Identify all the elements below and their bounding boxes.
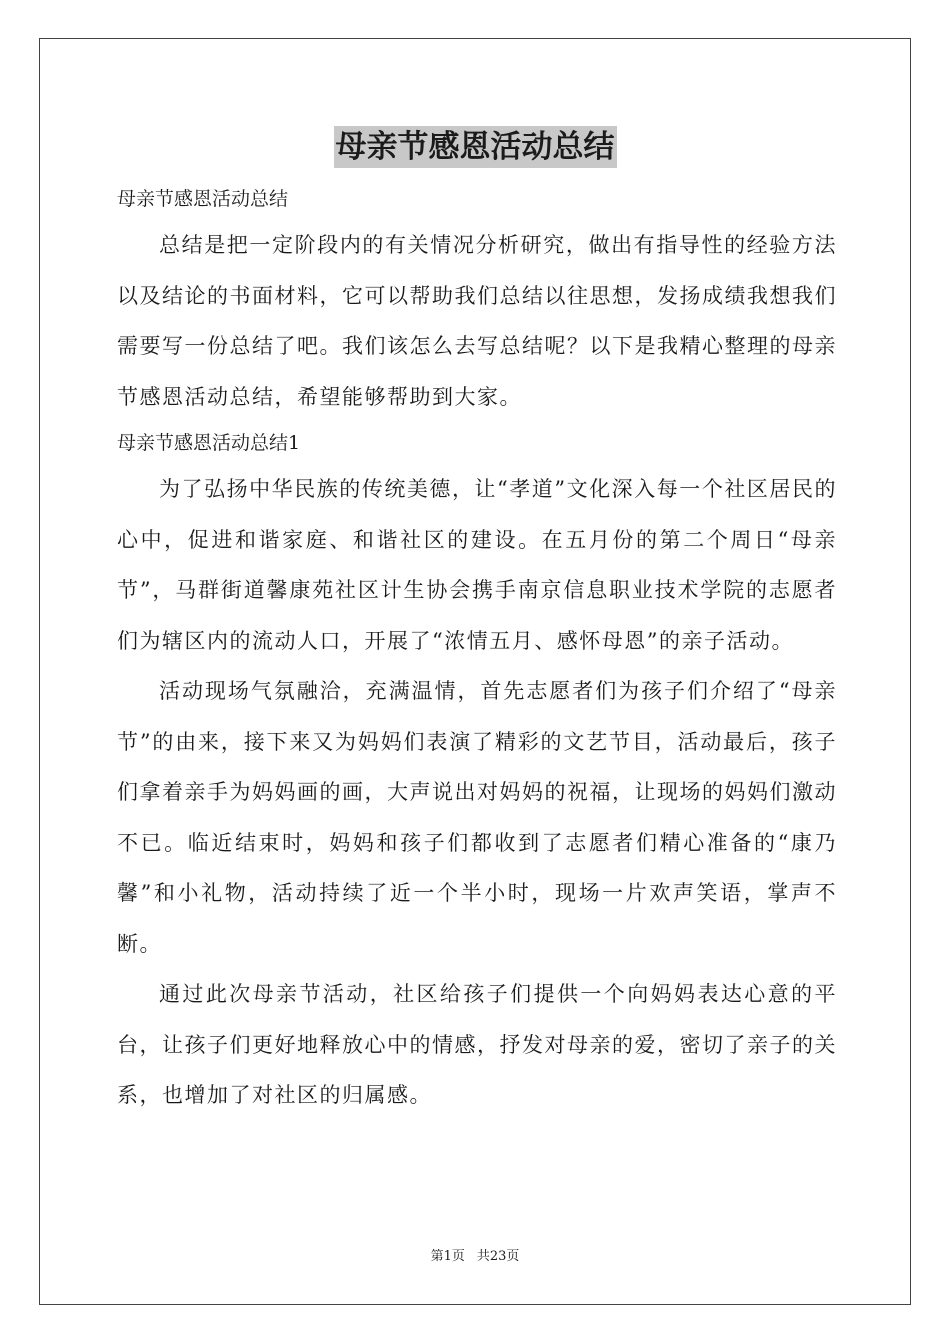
body-paragraph: 为了弘扬中华民族的传统美德，让“孝道”文化深入每一个社区居民的心中，促进和谐家庭、和谐社区的建设。在五月份的第二个周日“母亲节”，马群街道馨康苑社区计生协会携手南京信息职业技术学院的志愿者们为辖区内的流动人口，开展了“浓情五月、感怀母恩”的亲子活动。 [117, 477, 837, 653]
body-paragraph: 活动现场气氛融洽，充满温情，首先志愿者们为孩子们介绍了“母亲节”的由来，接下来又为妈妈们表演了精彩的文艺节目，活动最后，孩子们拿着亲手为妈妈画的画，大声说出对妈妈的祝福，让现场的妈妈们激动不已。临近结束时，妈妈和孩子们都收到了志愿者们精心准备的“康乃馨”和小礼物，活动持续了近一个半小时，现场一片欢声笑语，掌声不断。 [117, 679, 837, 956]
document-subtitle: 母亲节感恩活动总结 [117, 188, 289, 210]
section-heading: 母亲节感恩活动总结1 [117, 432, 301, 454]
intro-paragraph: 总结是把一定阶段内的有关情况分析研究，做出有指导性的经验方法以及结论的书面材料，它可以帮助我们总结以往思想，发扬成绩我想我们需要写一份总结了吧。我们该怎么去写总结呢？以下是我精心整理的母亲节感恩活动总结，希望能够帮助到大家。 [117, 233, 837, 409]
document-body [117, 181, 837, 1121]
page-total: 共23页 [476, 1249, 520, 1264]
page-footer [0, 1248, 950, 1266]
page-number: 第1页 [430, 1249, 465, 1264]
document-title: 母亲节感恩活动总结 [334, 126, 617, 168]
title-container [0, 126, 950, 168]
body-paragraph: 通过此次母亲节活动，社区给孩子们提供一个向妈妈表达心意的平台，让孩子们更好地释放心中的情感，抒发对母亲的爱，密切了亲子的关系，也增加了对社区的归属感。 [117, 982, 837, 1107]
